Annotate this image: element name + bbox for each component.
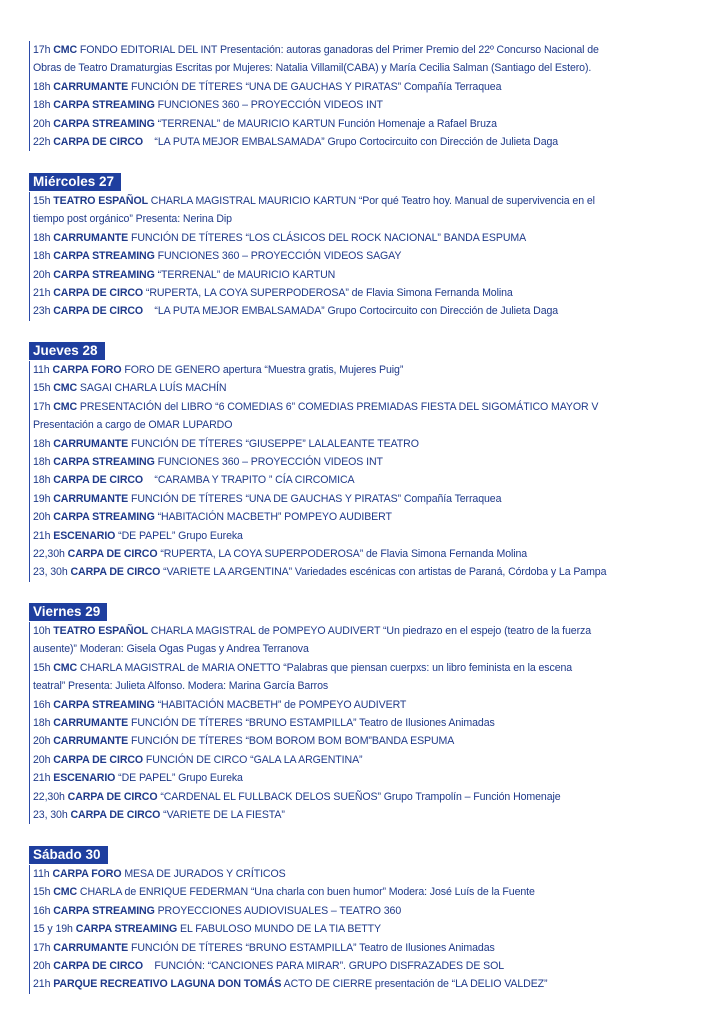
section-miercoles-27: [29, 173, 699, 321]
entries-list: [29, 865, 699, 994]
schedule-entry: 22h CARPA DE CIRCO “LA PUTA MEJOR EMBALSAMADA” Grupo Cortocircuito con Dirección de Julieta Daga: [33, 136, 559, 149]
schedule-entry: 23, 30h CARPA DE CIRCO “VARIETE LA ARGENTINA” Variedades escénicas con artistas de Paraná, Córdoba y La Pampa: [33, 566, 607, 579]
schedule-entry: 11h CARPA FORO FORO DE GENERO apertura “Muestra gratis, Mujeres Puig”: [33, 364, 404, 376]
entries-list: [29, 41, 699, 151]
schedule-entry-continuation: Presentación a cargo de OMAR LUPARDO: [33, 419, 233, 432]
schedule-entry: 21h CARPA DE CIRCO “RUPERTA, LA COYA SUPERPODEROSA” de Flavia Simona Fernanda Molina: [33, 287, 513, 300]
schedule-entry: 21h PARQUE RECREATIVO LAGUNA DON TOMÁS ACTO DE CIERRE presentación de “LA DELIO VALDEZ”: [33, 978, 548, 991]
schedule-entry: 19h CARRUMANTE FUNCIÓN DE TÍTERES “UNA DE GAUCHAS Y PIRATAS” Compañía Terraquea: [33, 492, 502, 505]
schedule-entry: 10h TEATRO ESPAÑOL CHARLA MAGISTRAL de POMPEYO AUDIVERT “Un piedrazo en el espejo (teatro de la fuerza: [33, 625, 591, 637]
schedule-entry: 21h ESCENARIO “DE PAPEL” Grupo Eureka: [33, 529, 243, 542]
schedule-entry: 17h CMC PRESENTACIÓN del LIBRO “6 COMEDIAS 6” COMEDIAS PREMIADAS FIESTA DEL SIGOMÁTICO MAYOR V: [33, 400, 599, 413]
section-viernes-29: [29, 603, 699, 824]
schedule-entry: 20h CARPA DE CIRCO FUNCIÓN DE CIRCO “GALA LA ARGENTINA”: [33, 753, 363, 766]
schedule-entry: 15 y 19h CARPA STREAMING EL FABULOSO MUNDO DE LA TIA BETTY: [33, 923, 382, 936]
schedule-entry: 18h CARPA STREAMING FUNCIONES 360 – PROYECCIÓN VIDEOS INT: [33, 456, 383, 469]
schedule-entry: 18h CARPA STREAMING FUNCIONES 360 – PROYECCIÓN VIDEOS SAGAY: [33, 250, 402, 263]
entries-list: [29, 361, 699, 582]
section-jueves-28: [29, 342, 699, 582]
section-sabado-30: [29, 846, 699, 994]
schedule-entry: 17h CARRUMANTE FUNCIÓN DE TÍTERES “BRUNO ESTAMPILLA” Teatro de Ilusiones Animadas: [33, 941, 495, 954]
entries-list: [29, 622, 699, 824]
schedule-entry: 20h CARPA STREAMING “TERRENAL” de MAURICIO KARTUN Función Homenaje a Rafael Bruza: [33, 117, 497, 130]
schedule-entry: 21h ESCENARIO “DE PAPEL” Grupo Eureka: [33, 772, 243, 785]
schedule-entry: 20h CARRUMANTE FUNCIÓN DE TÍTERES “BOM BOROM BOM BOM”BANDA ESPUMA: [33, 735, 455, 748]
schedule-entry: 22,30h CARPA DE CIRCO “CARDENAL EL FULLBACK DELOS SUEÑOS” Grupo Trampolín – Función Homenaje: [33, 790, 561, 803]
schedule-entry-continuation: tiempo post orgánico” Presenta: Nerina Dip: [33, 213, 232, 226]
schedule-entry: 20h CARPA DE CIRCO FUNCIÓN: “CANCIONES PARA MIRAR”. GRUPO DISFRAZADES DE SOL: [33, 960, 505, 973]
schedule-entry: 23h CARPA DE CIRCO “LA PUTA MEJOR EMBALSAMADA” Grupo Cortocircuito con Dirección de Julieta Daga: [33, 305, 559, 318]
schedule-entry: 18h CARRUMANTE FUNCIÓN DE TÍTERES “UNA DE GAUCHAS Y PIRATAS” Compañía Terraquea: [33, 80, 502, 93]
entries-list: [29, 192, 699, 321]
schedule-entry: 20h CARPA STREAMING “HABITACIÓN MACBETH” POMPEYO AUDIBERT: [33, 511, 392, 524]
schedule-entry: 18h CARPA STREAMING FUNCIONES 360 – PROYECCIÓN VIDEOS INT: [33, 99, 383, 112]
schedule-entry: 15h CMC CHARLA MAGISTRAL de MARIA ONETTO “Palabras que piensan cuerpxs: un libro feminista en la escena: [33, 661, 573, 674]
schedule-entry-continuation: Obras de Teatro Dramaturgias Escritas por Mujeres: Natalia Villamil(CABA) y María Cecilia Salman (Santiago del Estero).: [33, 62, 592, 75]
day-header: Jueves 28: [29, 342, 105, 360]
schedule-entry: 16h CARPA STREAMING PROYECCIONES AUDIOVISUALES – TEATRO 360: [33, 904, 402, 917]
schedule-entry: 20h CARPA STREAMING “TERRENAL” de MAURICIO KARTUN: [33, 268, 336, 281]
schedule-entry: 18h CARRUMANTE FUNCIÓN DE TÍTERES “GIUSEPPE” LALALEANTE TEATRO: [33, 437, 419, 450]
schedule-entry: 11h CARPA FORO MESA DE JURADOS Y CRÍTICOS: [33, 868, 286, 880]
schedule-entry-continuation: ausente)” Moderan: Gisela Ogas Pugas y Andrea Terranova: [33, 643, 309, 656]
schedule-entry: 15h TEATRO ESPAÑOL CHARLA MAGISTRAL MAURICIO KARTUN “Por qué Teatro hoy. Manual de supervivencia en el: [33, 195, 595, 207]
day-header: Miércoles 27: [29, 173, 121, 191]
day-header: Viernes 29: [29, 603, 107, 621]
schedule-entry: 15h CMC SAGAI CHARLA LUÍS MACHÍN: [33, 382, 227, 395]
schedule-entry: 23, 30h CARPA DE CIRCO “VARIETE DE LA FIESTA”: [33, 809, 285, 822]
schedule-entry-continuation: teatral” Presenta: Julieta Alfonso. Modera: Marina García Barros: [33, 680, 329, 693]
section-continuation: [29, 41, 699, 151]
schedule-entry: 15h CMC CHARLA de ENRIQUE FEDERMAN “Una charla con buen humor” Modera: José Luís de la Fuente: [33, 886, 535, 899]
schedule-entry: 22,30h CARPA DE CIRCO “RUPERTA, LA COYA SUPERPODEROSA” de Flavia Simona Fernanda Molina: [33, 548, 528, 561]
schedule-entry: 18h CARPA DE CIRCO “CARAMBA Y TRAPITO ” CÍA CIRCOMICA: [33, 474, 355, 487]
schedule-entry: 18h CARRUMANTE FUNCIÓN DE TÍTERES “BRUNO ESTAMPILLA” Teatro de Ilusiones Animadas: [33, 717, 495, 730]
day-header: Sábado 30: [29, 846, 108, 864]
schedule-entry: 18h CARRUMANTE FUNCIÓN DE TÍTERES “LOS CLÁSICOS DEL ROCK NACIONAL” BANDA ESPUMA: [33, 231, 527, 244]
schedule-entry: 17h CMC FONDO EDITORIAL DEL INT Presentación: autoras ganadoras del Primer Premio del 22º Concurso Nacional de: [33, 44, 599, 56]
schedule-entry: 16h CARPA STREAMING “HABITACIÓN MACBETH” de POMPEYO AUDIVERT: [33, 698, 407, 711]
